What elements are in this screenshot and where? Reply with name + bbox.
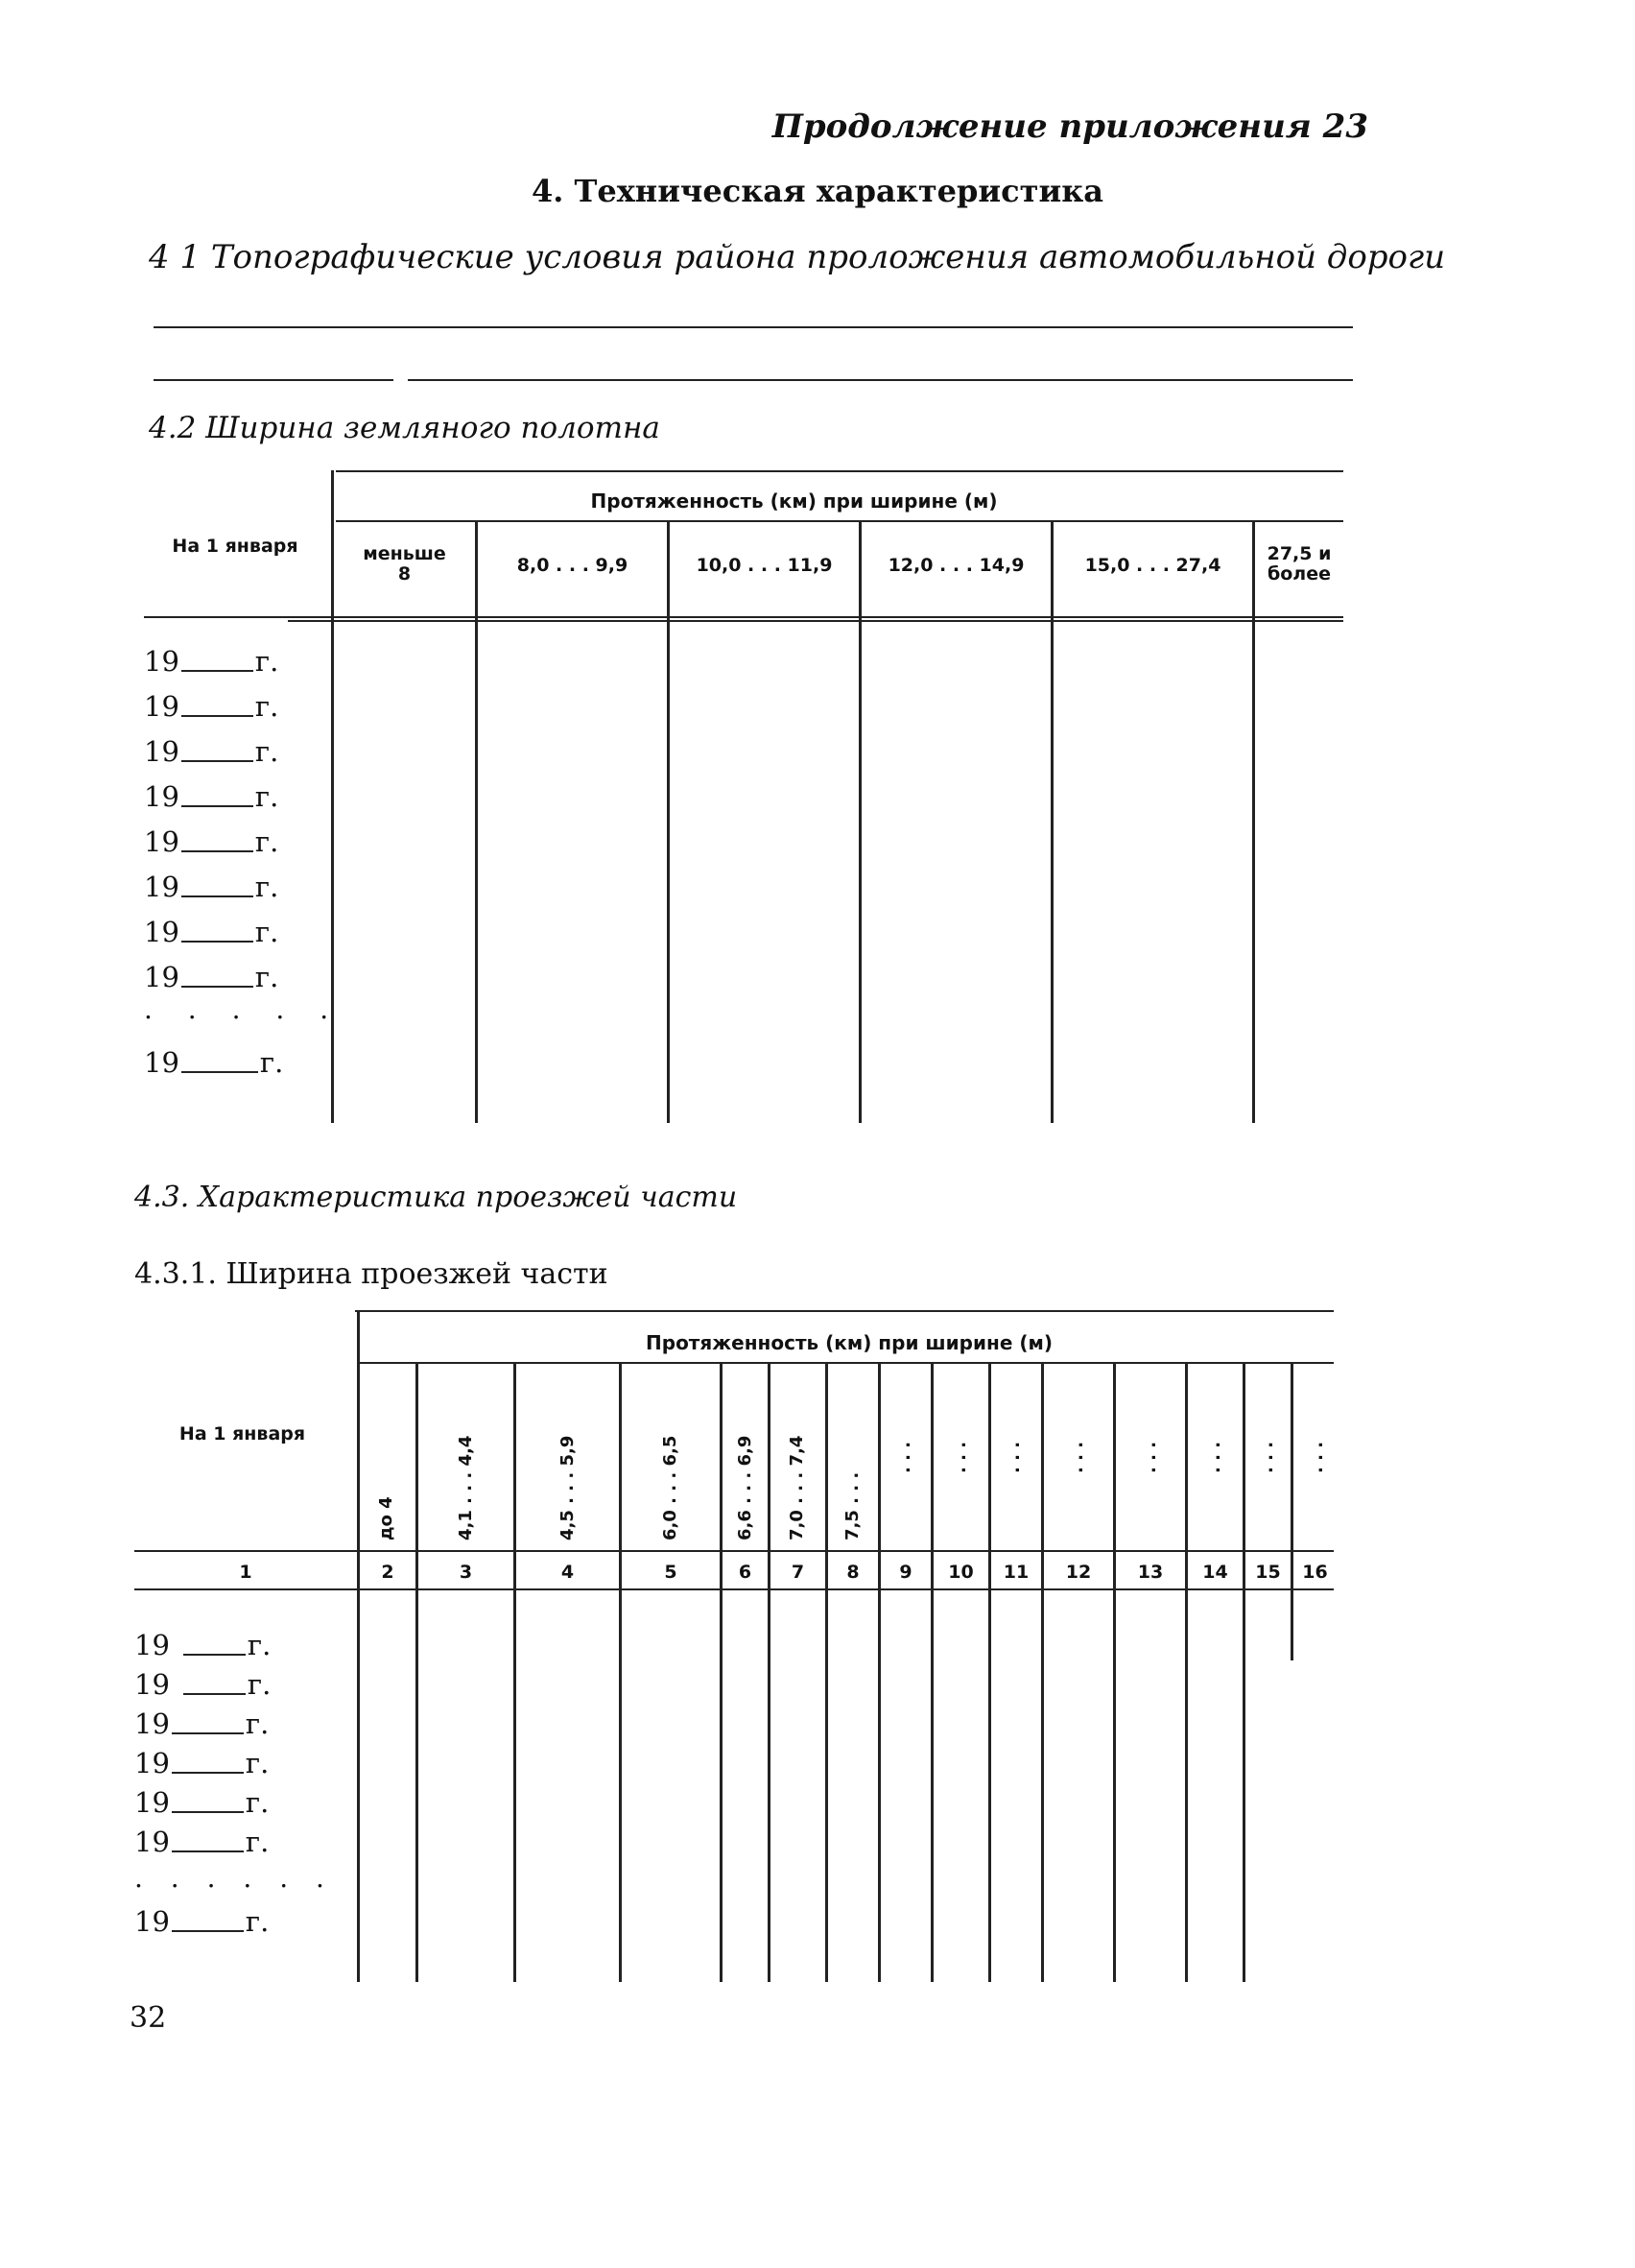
table1-row: 19 г. <box>144 825 279 858</box>
table2-col-line-12 <box>1113 1363 1116 1982</box>
table2-colnum: 5 <box>664 1562 677 1583</box>
table2-row: 19 г. <box>134 1786 270 1819</box>
table1-group-divider <box>336 520 1343 522</box>
table2-col-line-10 <box>988 1363 991 1982</box>
table1-col-line-5 <box>1051 520 1054 1123</box>
page-number: 32 <box>130 2001 167 2035</box>
table1-col-line-4 <box>859 520 862 1123</box>
table2-row: 19 г. <box>134 1707 270 1740</box>
table2-header-divider <box>134 1550 1334 1552</box>
table2-col-title: . . . <box>1257 1441 1277 1473</box>
table2-col-line-14 <box>1243 1363 1245 1982</box>
table2-col-title: 6,6 . . . 6,9 <box>735 1435 755 1540</box>
table1-col-line-3 <box>667 520 670 1123</box>
table1-header-bottom <box>144 616 1343 618</box>
table2-col-line-11 <box>1041 1363 1044 1982</box>
table2-col-line-2 <box>415 1363 418 1982</box>
table1-col-line-6 <box>1252 520 1255 1123</box>
table2-row-last: 19 г. <box>134 1905 270 1938</box>
table2-col-title: . . . <box>1204 1441 1224 1473</box>
table2-colnum: 1 <box>239 1562 252 1583</box>
table1-header-bottom2 <box>288 620 1343 622</box>
table2-col-line-3 <box>513 1363 516 1982</box>
table1-col-10-11: 10,0 . . . 11,9 <box>696 555 833 576</box>
table2-colnum: 12 <box>1065 1562 1092 1583</box>
section-4-2-title: 4.2 Ширина земляного полотна <box>149 411 660 445</box>
earth-bed-width-table <box>144 470 1353 1123</box>
table2-col-line-13 <box>1185 1363 1188 1982</box>
table1-row-last: 19 г. <box>144 1046 284 1079</box>
table2-col-line-5 <box>720 1363 723 1982</box>
table2-ellipsis: . . . . . . <box>134 1862 334 1894</box>
table2-col-title: 6,0 . . . 6,5 <box>660 1435 680 1540</box>
table2-colnum: 10 <box>948 1562 974 1583</box>
table1-row: 19 г. <box>144 871 279 903</box>
fill-line-2b <box>408 379 1353 381</box>
table2-colnum: 14 <box>1202 1562 1228 1583</box>
table1-col-12-14: 12,0 . . . 14,9 <box>888 555 1025 576</box>
table2-col-line-15 <box>1291 1363 1293 1660</box>
table2-top-border <box>355 1310 1334 1312</box>
table2-col-title: 7,0 . . . 7,4 <box>787 1435 807 1540</box>
table1-row: 19 г. <box>144 916 279 948</box>
table1-col-more-l1: 27,5 и <box>1267 543 1332 564</box>
table2-colnum: 16 <box>1302 1562 1328 1583</box>
table2-col-title: до 4 <box>376 1496 396 1540</box>
table2-colnum-divider <box>134 1588 1334 1590</box>
table2-col-line-6 <box>768 1363 770 1982</box>
table2-col-title: . . . <box>1307 1441 1327 1473</box>
section-4-3-1-title: 4.3.1. Ширина проезжей части <box>134 1257 608 1291</box>
table2-row: 19 г. <box>134 1629 272 1661</box>
table1-col-more-l2: более <box>1267 563 1331 585</box>
table2-col-line-4 <box>619 1363 622 1982</box>
table1-row: 19 г. <box>144 690 279 723</box>
table1-first-col-header: На 1 января <box>172 536 298 557</box>
table1-row: 19 г. <box>144 961 279 993</box>
table1-group-header: Протяженность (км) при ширине (м) <box>590 489 998 513</box>
table1-row: 19 г. <box>144 735 279 768</box>
fill-line-2a <box>154 379 393 381</box>
table2-group-header: Протяженность (км) при ширине (м) <box>646 1331 1053 1354</box>
table2-row: 19 г. <box>134 1668 272 1701</box>
table2-colnum: 13 <box>1137 1562 1164 1583</box>
carriageway-width-table <box>134 1310 1343 1982</box>
fill-line-1 <box>154 326 1353 328</box>
table2-col-title: 7,5 . . . <box>842 1471 863 1540</box>
table2-colnum: 2 <box>381 1562 394 1583</box>
section-title: 4. Техническая характеристика <box>531 173 1104 209</box>
table2-col-line-1 <box>357 1310 360 1982</box>
table1-col-15-27: 15,0 . . . 27,4 <box>1084 555 1221 576</box>
table2-colnum: 9 <box>899 1562 912 1583</box>
table2-col-title: . . . <box>894 1441 914 1473</box>
table2-colnum: 11 <box>1003 1562 1030 1583</box>
table1-top-border <box>336 470 1343 472</box>
table2-first-col-header: На 1 января <box>178 1423 306 1444</box>
table2-colnum: 15 <box>1255 1562 1281 1583</box>
table2-colnum: 3 <box>459 1562 473 1583</box>
table2-row: 19 г. <box>134 1826 270 1858</box>
continuation-note: Продолжение приложения 23 <box>771 107 1368 146</box>
table2-colnum: 8 <box>846 1562 860 1583</box>
section-4-3-title: 4.3. Характеристика проезжей части <box>134 1181 738 1214</box>
table2-col-title: . . . <box>1067 1441 1087 1473</box>
table2-col-line-7 <box>825 1363 828 1982</box>
table2-col-title: . . . <box>1140 1441 1160 1473</box>
table2-col-title: 4,1 . . . 4,4 <box>456 1435 476 1540</box>
table2-col-title: 4,5 . . . 5,9 <box>557 1435 578 1540</box>
table1-col-line-2 <box>475 520 478 1123</box>
table1-row: 19 г. <box>144 780 279 813</box>
table2-col-line-8 <box>878 1363 881 1982</box>
table1-row: 19 г. <box>144 645 279 678</box>
section-4-1-title: 4 1 Топографические условия района проложения автомобильной дороги <box>149 238 1446 276</box>
table2-col-title: . . . <box>950 1441 970 1473</box>
table1-col-less-8-l2: 8 <box>397 563 412 585</box>
table2-col-line-9 <box>931 1363 934 1982</box>
table1-col-less-8-l1: меньше <box>363 543 446 564</box>
table1-ellipsis: . . . . . <box>144 993 343 1025</box>
table2-col-title: . . . <box>1004 1441 1024 1473</box>
table2-row: 19 г. <box>134 1747 270 1779</box>
table2-colnum: 4 <box>560 1562 575 1583</box>
table1-col-8-9: 8,0 . . . 9,9 <box>516 555 628 576</box>
table2-colnum: 6 <box>738 1562 752 1583</box>
table2-colnum: 7 <box>791 1562 805 1583</box>
